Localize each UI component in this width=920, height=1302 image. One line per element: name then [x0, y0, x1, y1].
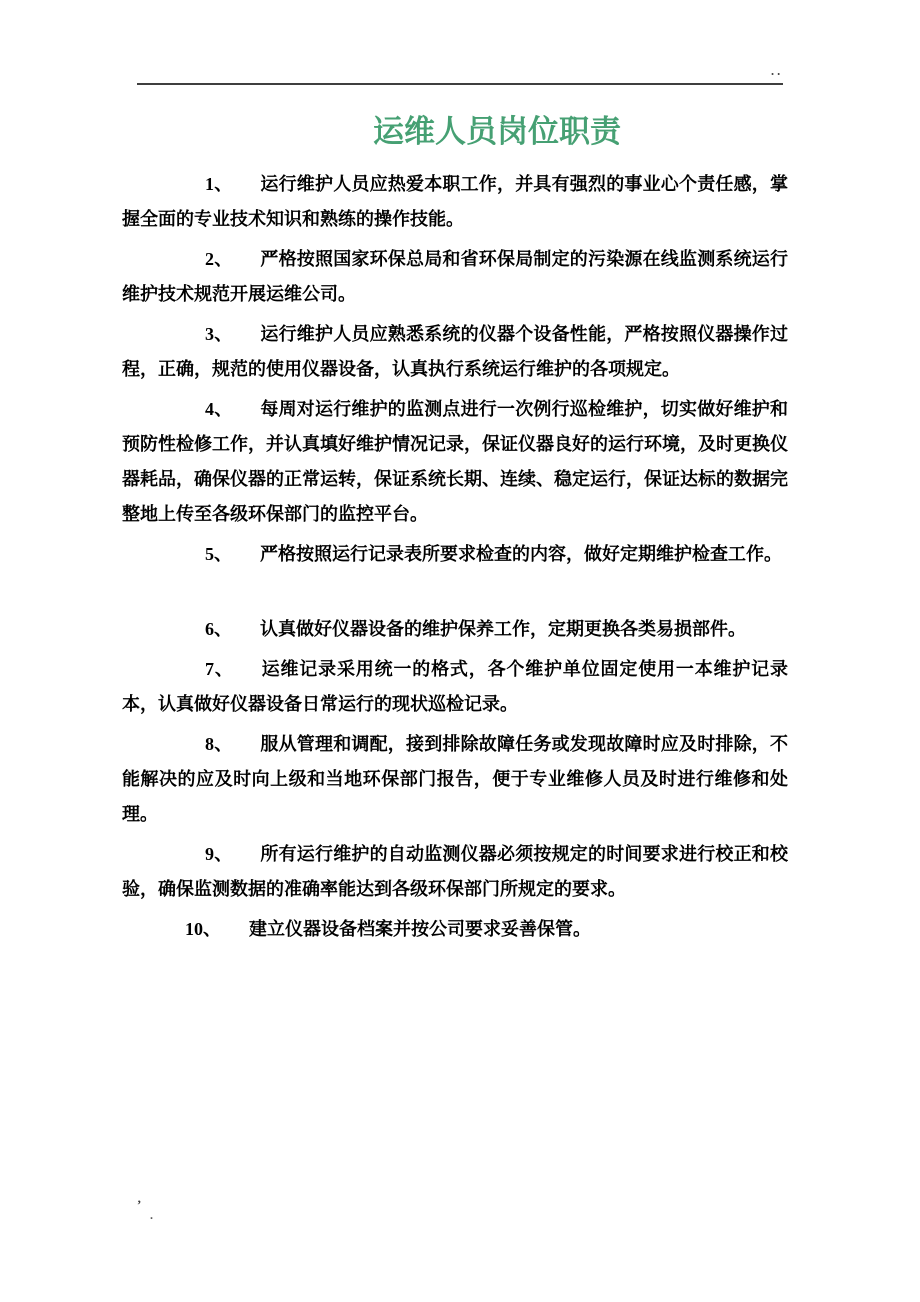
footer-artifact-mark: ’ — [137, 1197, 142, 1212]
responsibility-list — [122, 167, 788, 947]
item-number: 6、 — [205, 619, 232, 639]
item-number: 1、 — [205, 174, 233, 194]
item-text: 严格按照国家环保总局和省环保局制定的污染源在线监测系统运行维护技术规范开展运维公司。 — [122, 249, 789, 304]
list-item — [122, 242, 788, 312]
item-number: 5、 — [205, 544, 232, 564]
item-text: 认真做好仪器设备的维护保养工作，定期更换各类易损部件。 — [260, 619, 746, 639]
item-text: 建立仪器设备档案并按公司要求妥善保管。 — [249, 919, 591, 939]
list-item — [122, 612, 788, 647]
list-item — [122, 167, 788, 237]
item-text: 运行维护人员应热爱本职工作，并具有强烈的事业心个责任感，掌握全面的专业技术知识和熟练的操作技能。 — [122, 174, 789, 229]
document-title: 运维人员岗位职责 — [373, 114, 621, 149]
list-item — [122, 837, 788, 907]
item-text: 严格按照运行记录表所要求检查的内容，做好定期维护检查工作。 — [260, 544, 782, 564]
header-rule — [137, 83, 783, 85]
document-content — [122, 108, 788, 952]
item-text: 运行维护人员应熟悉系统的仪器个设备性能，严格按照仪器操作过程，正确，规范的使用仪器设备，认真执行系统运行维护的各项规定。 — [122, 324, 789, 379]
item-number: 2、 — [205, 249, 233, 269]
item-number: 3、 — [205, 324, 233, 344]
list-item — [122, 392, 788, 532]
item-number: 10、 — [185, 919, 221, 939]
footer-artifact-dot: . — [150, 1208, 153, 1222]
header-artifact-dots: .. — [770, 60, 783, 79]
item-number: 4、 — [205, 399, 233, 419]
list-item — [122, 652, 788, 722]
item-text: 运维记录采用统一的格式，各个维护单位固定使用一本维护记录本，认真做好仪器设备日常运行的现状巡检记录。 — [122, 659, 788, 714]
list-item — [122, 727, 788, 832]
list-item — [122, 912, 788, 947]
item-text: 服从管理和调配，接到排除故障任务或发现故障时应及时排除，不能解决的应及时向上级和当地环保部门报告，便于专业维修人员及时进行维修和处理。 — [122, 734, 789, 824]
item-text: 每周对运行维护的监测点进行一次例行巡检维护，切实做好维护和预防性检修工作，并认真填好维护情况记录，保证仪器良好的运行环境，及时更换仪器耗品，确保仪器的正常运转，保证系统长期、连续、稳定运行，保证达标的数据完整地上传至各级环保部门的监控平台。 — [122, 399, 789, 524]
list-item — [122, 537, 788, 572]
list-item — [122, 317, 788, 387]
item-number: 9、 — [205, 844, 233, 864]
item-number: 8、 — [205, 734, 233, 754]
item-text: 所有运行维护的自动监测仪器必须按规定的时间要求进行校正和校验，确保监测数据的准确率能达到各级环保部门所规定的要求。 — [122, 844, 789, 899]
item-number: 7、 — [205, 659, 234, 679]
